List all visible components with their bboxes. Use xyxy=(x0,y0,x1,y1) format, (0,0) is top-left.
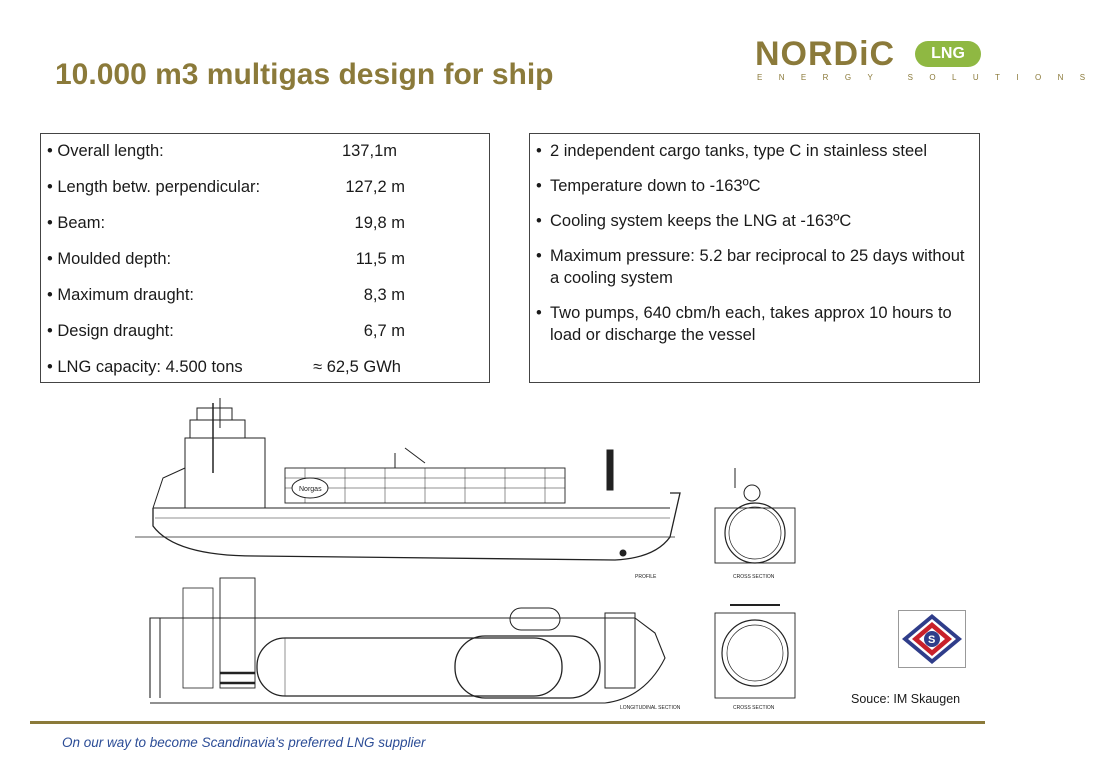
logo-tagline: ENERGY SOLUTIONS xyxy=(757,73,1102,82)
features-box xyxy=(529,133,980,383)
feature-item: • Two pumps, 640 cbm/h each, takes approx 10 hours to load or discharge the vessel xyxy=(536,302,971,346)
slide-title: 10.000 m3 multigas design for ship xyxy=(55,58,554,91)
spec-row xyxy=(47,212,489,248)
spec-row xyxy=(47,320,489,356)
spec-label: • Maximum draught: xyxy=(47,286,194,304)
spec-label: • Design draught: xyxy=(47,322,174,340)
profile-label: PROFILE xyxy=(635,574,657,580)
feature-text: Two pumps, 640 cbm/h each, takes approx 10 hours to load or discharge the vessel xyxy=(550,304,952,344)
spec-row xyxy=(47,284,489,320)
spec-value: 6,7 m xyxy=(363,322,405,340)
footer-divider xyxy=(30,721,985,724)
hull-name-label: Norgas xyxy=(299,486,322,493)
spec-label: • Overall length: xyxy=(47,142,164,160)
spec-value: 11,5 m xyxy=(355,250,405,268)
spec-row xyxy=(47,248,489,284)
longitudinal-label: LONGITUDINAL SECTION xyxy=(620,705,681,711)
spec-row xyxy=(47,140,489,176)
spec-row xyxy=(47,356,489,392)
feature-item: • 2 independent cargo tanks, type C in stainless steel xyxy=(536,142,927,160)
spec-label: • Moulded depth: xyxy=(47,250,172,268)
feature-item: • Cooling system keeps the LNG at -163ºC xyxy=(536,212,852,230)
specifications-box xyxy=(40,133,490,383)
skaugen-diamond-icon xyxy=(899,611,965,667)
spec-value: 19,8 m xyxy=(354,214,405,232)
spec-label: • LNG capacity: 4.500 tons xyxy=(47,358,243,376)
feature-item: • Maximum pressure: 5.2 bar reciprocal to 25 days without a cooling system xyxy=(536,245,971,289)
spec-label: • Beam: xyxy=(47,214,106,232)
ship-profile xyxy=(135,398,680,580)
feature-text: Temperature down to -163ºC xyxy=(550,177,761,195)
spec-label: • Length betw. perpendicular: xyxy=(47,178,261,196)
feature-text: Maximum pressure: 5.2 bar reciprocal to 25 days without a cooling system xyxy=(550,247,965,287)
cross-section-upper xyxy=(715,468,795,580)
feature-item: • Temperature down to -163ºC xyxy=(536,177,761,195)
spec-row xyxy=(47,176,489,212)
cross-section-label-upper: CROSS SECTION xyxy=(733,574,775,580)
spec-value: 137,1m xyxy=(341,142,397,160)
ship-longitudinal-section xyxy=(150,578,681,711)
nordic-lng-logo xyxy=(755,35,1102,87)
feature-text: 2 independent cargo tanks, type C in stainless steel xyxy=(550,142,927,160)
cross-section-label-lower: CROSS SECTION xyxy=(733,705,775,711)
source-caption: Souce: IM Skaugen xyxy=(851,692,961,706)
logo-brand: NORDiC xyxy=(755,35,896,73)
footer-tagline: On our way to become Scandinavia's preferred LNG supplier xyxy=(62,735,426,750)
feature-text: Cooling system keeps the LNG at -163ºC xyxy=(550,212,852,230)
ship-drawing xyxy=(135,398,820,713)
cross-section-lower xyxy=(715,605,795,711)
spec-value: 8,3 m xyxy=(363,286,405,304)
im-skaugen-logo xyxy=(898,610,966,668)
spec-value: 127,2 m xyxy=(345,178,405,196)
skaugen-letter: S xyxy=(928,634,936,646)
logo-lng-badge: LNG xyxy=(915,41,981,67)
spec-value: ≈ 62,5 GWh xyxy=(313,358,401,376)
